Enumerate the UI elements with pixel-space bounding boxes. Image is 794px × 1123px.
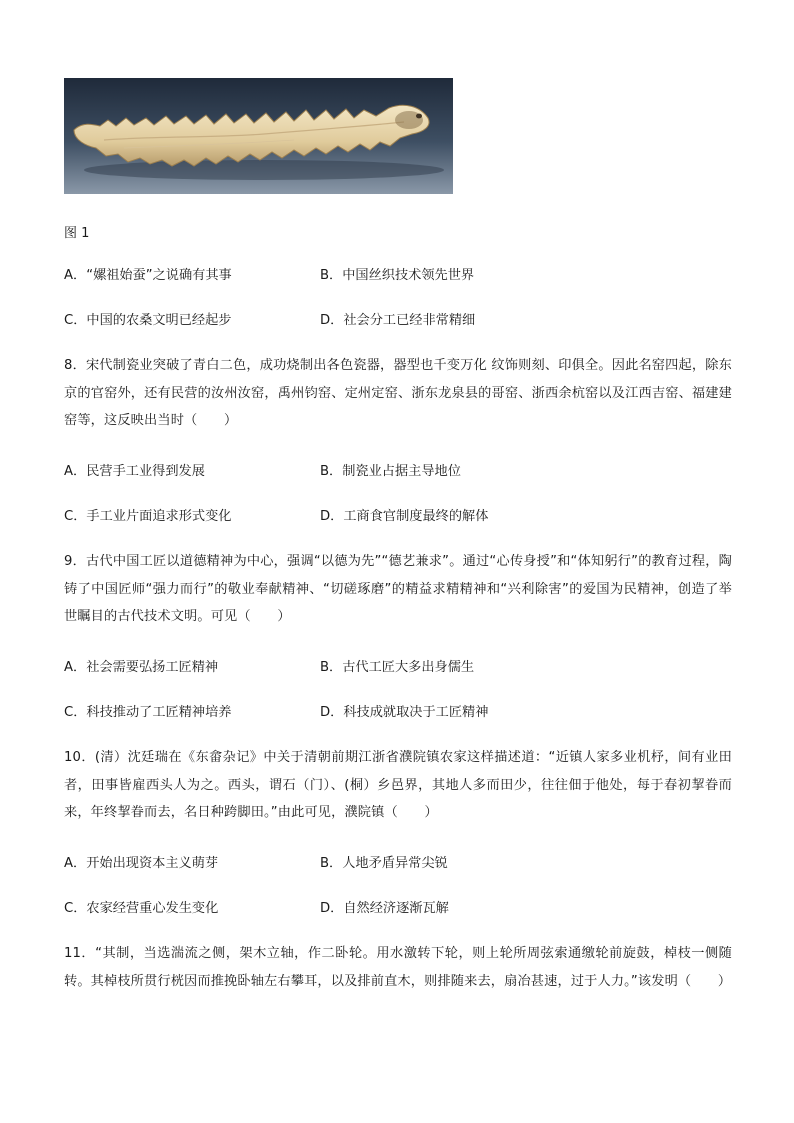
carved-jade-silkworm-image <box>64 78 453 194</box>
q9-stem: 9．古代中国工匠以道德精神为中心，强调“以德为先”“德艺兼求”。通过“心传身授”和“体知躬行”的教育过程，陶铸了中国匠师“强力而行”的敬业奉献精神、“切磋琢磨”的精益求精精神和“兴利除害”的爱国为民精神，创造了举世瞩目的古代技术文明。可见（ ） <box>64 554 732 624</box>
q10-option-b[interactable]: B．人地矛盾异常尖锐 <box>320 856 448 871</box>
q10-stem: 10．(清）沈廷瑞在《东畲杂记》中关于清朝前期江浙省濮院镇农家这样描述道：“近镇人家多业机杼，间有业田者，田事皆雇西头人为之。西头，谓石（门）、(桐）乡邑界，其地人多而田少，往往佃于他处，每于春初挈眷而来，年终挈眷而去，名日种跨脚田。”由此可见，濮院镇（ ） <box>64 750 732 820</box>
q8-stem: 8．宋代制瓷业突破了青白二色，成功烧制出各色瓷器，器型也千变万化 纹饰则刻、印俱全。因此名窑四起，除东京的官窑外，还有民营的汝州汝窑，禹州钧窑、定州定窑、浙东龙泉县的哥窑、浙西余杭窑以及江西吉窑、福建建窑等，这反映出当时（ ） <box>64 358 732 428</box>
q11-stem: 11．“其制，当选湍流之侧，架木立轴，作二卧轮。用水激转下轮，则上轮所周弦索通缴轮前旋鼓，棹枝一侧随转。其棹枝所贯行桄因而推挽卧轴左右攀耳，以及排前直木，则排随来去，扇冶甚速，过于人力。”该发明（ ） <box>64 946 732 989</box>
figure-caption: 图 1 <box>64 226 90 241</box>
q8-option-c[interactable]: C．手工业片面追求形式变化 <box>64 509 232 524</box>
q9-option-b[interactable]: B．古代工匠大多出身儒生 <box>320 660 475 675</box>
q10-option-d[interactable]: D．自然经济逐渐瓦解 <box>320 901 449 916</box>
q7-option-d[interactable]: D．社会分工已经非常精细 <box>320 313 476 328</box>
q7-option-a[interactable]: A．“嫘祖始蚕”之说确有其事 <box>64 268 232 283</box>
q9-option-a[interactable]: A．社会需要弘扬工匠精神 <box>64 660 219 675</box>
q10-option-a[interactable]: A．开始出现资本主义萌芽 <box>64 856 219 871</box>
q8-option-b[interactable]: B．制瓷业占据主导地位 <box>320 464 461 479</box>
q8-option-d[interactable]: D．工商食官制度最终的解体 <box>320 509 489 524</box>
q10-option-c[interactable]: C．农家经营重心发生变化 <box>64 901 219 916</box>
q9-option-d[interactable]: D．科技成就取决于工匠精神 <box>320 705 489 720</box>
q8-option-a[interactable]: A．民营手工业得到发展 <box>64 464 205 479</box>
q9-option-c[interactable]: C．科技推动了工匠精神培养 <box>64 705 232 720</box>
q7-option-c[interactable]: C．中国的农桑文明已经起步 <box>64 313 232 328</box>
q7-option-b[interactable]: B．中国丝织技术领先世界 <box>320 268 475 283</box>
jade-silkworm-icon <box>64 78 453 194</box>
